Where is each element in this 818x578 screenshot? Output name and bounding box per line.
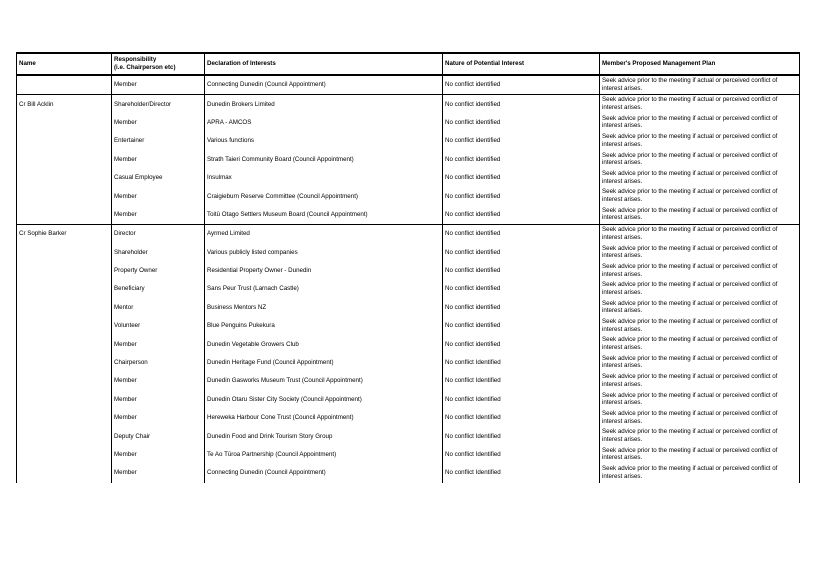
header-declaration: Declaration of Interests (205, 53, 443, 75)
cell-name (17, 335, 112, 353)
cell-declaration: Residential Property Owner - Dunedin (205, 262, 443, 280)
cell-responsibility: Member (112, 391, 205, 409)
cell-nature: No conflict Identified (443, 427, 600, 445)
cell-name (17, 169, 112, 187)
cell-plan: Seek advice prior to the meeting if actual or perceived conflict of interest arises. (600, 299, 800, 317)
cell-responsibility: Member (112, 75, 205, 95)
cell-declaration: Toitū Otago Settlers Museum Board (Council Appointment) (205, 206, 443, 225)
cell-declaration: Dunedin Heritage Fund (Council Appointment) (205, 354, 443, 372)
cell-nature: No conflict Identified (443, 464, 600, 482)
cell-name (17, 262, 112, 280)
cell-declaration: Dunedin Brokers Limited (205, 95, 443, 114)
table-row (17, 427, 800, 445)
cell-responsibility: Beneficiary (112, 280, 205, 298)
cell-declaration: Hereweka Harbour Cone Trust (Council Appointment) (205, 409, 443, 427)
cell-nature: No conflict identified (443, 317, 600, 335)
cell-plan: Seek advice prior to the meeting if actual or perceived conflict of interest arises. (600, 354, 800, 372)
cell-name (17, 75, 112, 95)
cell-responsibility: Member (112, 464, 205, 482)
cell-responsibility: Director (112, 225, 205, 244)
table-row (17, 187, 800, 205)
cell-responsibility: Casual Employee (112, 169, 205, 187)
cell-responsibility: Member (112, 409, 205, 427)
cell-declaration: Connecting Dunedin (Council Appointment) (205, 75, 443, 95)
cell-plan: Seek advice prior to the meeting if actual or perceived conflict of interest arises. (600, 151, 800, 169)
cell-declaration: Dunedin Food and Drink Tourism Story Group (205, 427, 443, 445)
cell-declaration: Strath Taieri Community Board (Council Appointment) (205, 151, 443, 169)
cell-name (17, 354, 112, 372)
table-row (17, 446, 800, 464)
cell-nature: No conflict identified (443, 75, 600, 95)
cell-name (17, 317, 112, 335)
cell-responsibility: Member (112, 446, 205, 464)
table-row (17, 114, 800, 132)
table-row (17, 372, 800, 390)
cell-responsibility: Volunteer (112, 317, 205, 335)
cell-responsibility: Member (112, 372, 205, 390)
cell-plan: Seek advice prior to the meeting if actual or perceived conflict of interest arises. (600, 132, 800, 150)
table-header (17, 53, 800, 75)
table-row (17, 206, 800, 225)
cell-nature: No conflict identified (443, 335, 600, 353)
cell-nature: No conflict identified (443, 244, 600, 262)
table-body (17, 75, 800, 483)
table-row (17, 151, 800, 169)
cell-nature: No conflict identified (443, 187, 600, 205)
cell-nature: No conflict identified (443, 151, 600, 169)
table-row (17, 95, 800, 114)
cell-nature: No conflict Identified (443, 446, 600, 464)
cell-plan: Seek advice prior to the meeting if actual or perceived conflict of interest arises. (600, 280, 800, 298)
cell-name (17, 464, 112, 482)
table-row (17, 225, 800, 244)
cell-name (17, 151, 112, 169)
cell-declaration: Ayrmed Limited (205, 225, 443, 244)
cell-declaration: Dunedin Vegetable Growers Club (205, 335, 443, 353)
header-responsibility (112, 53, 205, 75)
cell-name (17, 409, 112, 427)
cell-declaration: Dunedin Gasworks Museum Trust (Council Appointment) (205, 372, 443, 390)
interests-table (16, 52, 800, 483)
cell-nature: No conflict identified (443, 280, 600, 298)
header-plan: Member's Proposed Management Plan (600, 53, 800, 75)
cell-plan: Seek advice prior to the meeting if actual or perceived conflict of interest arises. (600, 244, 800, 262)
cell-name (17, 114, 112, 132)
header-nature: Nature of Potential Interest (443, 53, 600, 75)
cell-plan: Seek advice prior to the meeting if actual or perceived conflict of interest arises. (600, 464, 800, 482)
table-row (17, 75, 800, 95)
cell-nature: No conflict Identified (443, 391, 600, 409)
cell-plan: Seek advice prior to the meeting if actual or perceived conflict of interest arises. (600, 187, 800, 205)
cell-responsibility: Deputy Chair (112, 427, 205, 445)
cell-name (17, 132, 112, 150)
cell-plan: Seek advice prior to the meeting if actual or perceived conflict of interest arises. (600, 446, 800, 464)
cell-nature: No conflict Identified (443, 372, 600, 390)
cell-nature: No conflict identified (443, 95, 600, 114)
cell-responsibility: Member (112, 335, 205, 353)
cell-name (17, 372, 112, 390)
cell-plan: Seek advice prior to the meeting if actual or perceived conflict of interest arises. (600, 427, 800, 445)
cell-responsibility: Property Owner (112, 262, 205, 280)
cell-nature: No conflict identified (443, 225, 600, 244)
header-name: Name (17, 53, 112, 75)
table-row (17, 409, 800, 427)
table-row (17, 299, 800, 317)
cell-responsibility: Chairperson (112, 354, 205, 372)
cell-nature: No conflict identified (443, 114, 600, 132)
cell-plan: Seek advice prior to the meeting if actual or perceived conflict of interest arises. (600, 206, 800, 225)
cell-nature: No conflict Identified (443, 354, 600, 372)
cell-plan: Seek advice prior to the meeting if actual or perceived conflict of interest arises. (600, 75, 800, 95)
cell-plan: Seek advice prior to the meeting if actual or perceived conflict of interest arises. (600, 335, 800, 353)
table-row (17, 169, 800, 187)
cell-declaration: Blue Penguins Pukekura (205, 317, 443, 335)
table-row (17, 464, 800, 482)
cell-responsibility: Shareholder (112, 244, 205, 262)
cell-plan: Seek advice prior to the meeting if actual or perceived conflict of interest arises. (600, 372, 800, 390)
cell-plan: Seek advice prior to the meeting if actual or perceived conflict of interest arises. (600, 225, 800, 244)
cell-declaration: Connecting Dunedin (Council Appointment) (205, 464, 443, 482)
cell-declaration: Various functions (205, 132, 443, 150)
interests-register-page (16, 52, 799, 483)
cell-nature: No conflict identified (443, 169, 600, 187)
cell-responsibility: Shareholder/Director (112, 95, 205, 114)
table-row (17, 280, 800, 298)
cell-name (17, 299, 112, 317)
cell-nature: No conflict Identified (443, 409, 600, 427)
cell-nature: No conflict identified (443, 299, 600, 317)
table-row (17, 244, 800, 262)
cell-plan: Seek advice prior to the meeting if actual or perceived conflict of interest arises. (600, 317, 800, 335)
cell-responsibility: Member (112, 187, 205, 205)
table-row (17, 132, 800, 150)
cell-name (17, 244, 112, 262)
cell-name: Cr Bill Acklin (17, 95, 112, 114)
cell-declaration: APRA - AMCOS (205, 114, 443, 132)
table-row (17, 354, 800, 372)
cell-declaration: Sans Peur Trust (Larnach Castle) (205, 280, 443, 298)
table-row (17, 335, 800, 353)
cell-declaration: Craigieburn Reserve Committee (Council Appointment) (205, 187, 443, 205)
cell-name: Cr Sophie Barker (17, 225, 112, 244)
cell-declaration: Various publicly listed companies (205, 244, 443, 262)
table-row (17, 262, 800, 280)
cell-declaration: Dunedin Otaru Sister City Society (Council Appointment) (205, 391, 443, 409)
cell-plan: Seek advice prior to the meeting if actual or perceived conflict of interest arises. (600, 262, 800, 280)
cell-nature: No conflict identified (443, 132, 600, 150)
cell-responsibility: Member (112, 114, 205, 132)
cell-name (17, 206, 112, 225)
cell-nature: No conflict identified (443, 262, 600, 280)
table-row (17, 391, 800, 409)
header-responsibility-line1: Responsibility (114, 56, 157, 63)
cell-name (17, 280, 112, 298)
header-responsibility-line2: (i.e. Chairperson etc) (114, 64, 176, 71)
cell-responsibility: Member (112, 151, 205, 169)
cell-plan: Seek advice prior to the meeting if actual or perceived conflict of interest arises. (600, 114, 800, 132)
cell-plan: Seek advice prior to the meeting if actual or perceived conflict of interest arises. (600, 169, 800, 187)
table-row (17, 317, 800, 335)
cell-name (17, 446, 112, 464)
cell-name (17, 187, 112, 205)
cell-responsibility: Member (112, 206, 205, 225)
cell-name (17, 427, 112, 445)
cell-plan: Seek advice prior to the meeting if actual or perceived conflict of interest arises. (600, 391, 800, 409)
cell-plan: Seek advice prior to the meeting if actual or perceived conflict of interest arises. (600, 95, 800, 114)
cell-declaration: Te Ao Tūroa Partnership (Council Appointment) (205, 446, 443, 464)
cell-declaration: Business Mentors NZ (205, 299, 443, 317)
cell-responsibility: Mentor (112, 299, 205, 317)
cell-declaration: Insulmax (205, 169, 443, 187)
cell-name (17, 391, 112, 409)
cell-nature: No conflict identified (443, 206, 600, 225)
cell-responsibility: Entertainer (112, 132, 205, 150)
cell-plan: Seek advice prior to the meeting if actual or perceived conflict of interest arises. (600, 409, 800, 427)
